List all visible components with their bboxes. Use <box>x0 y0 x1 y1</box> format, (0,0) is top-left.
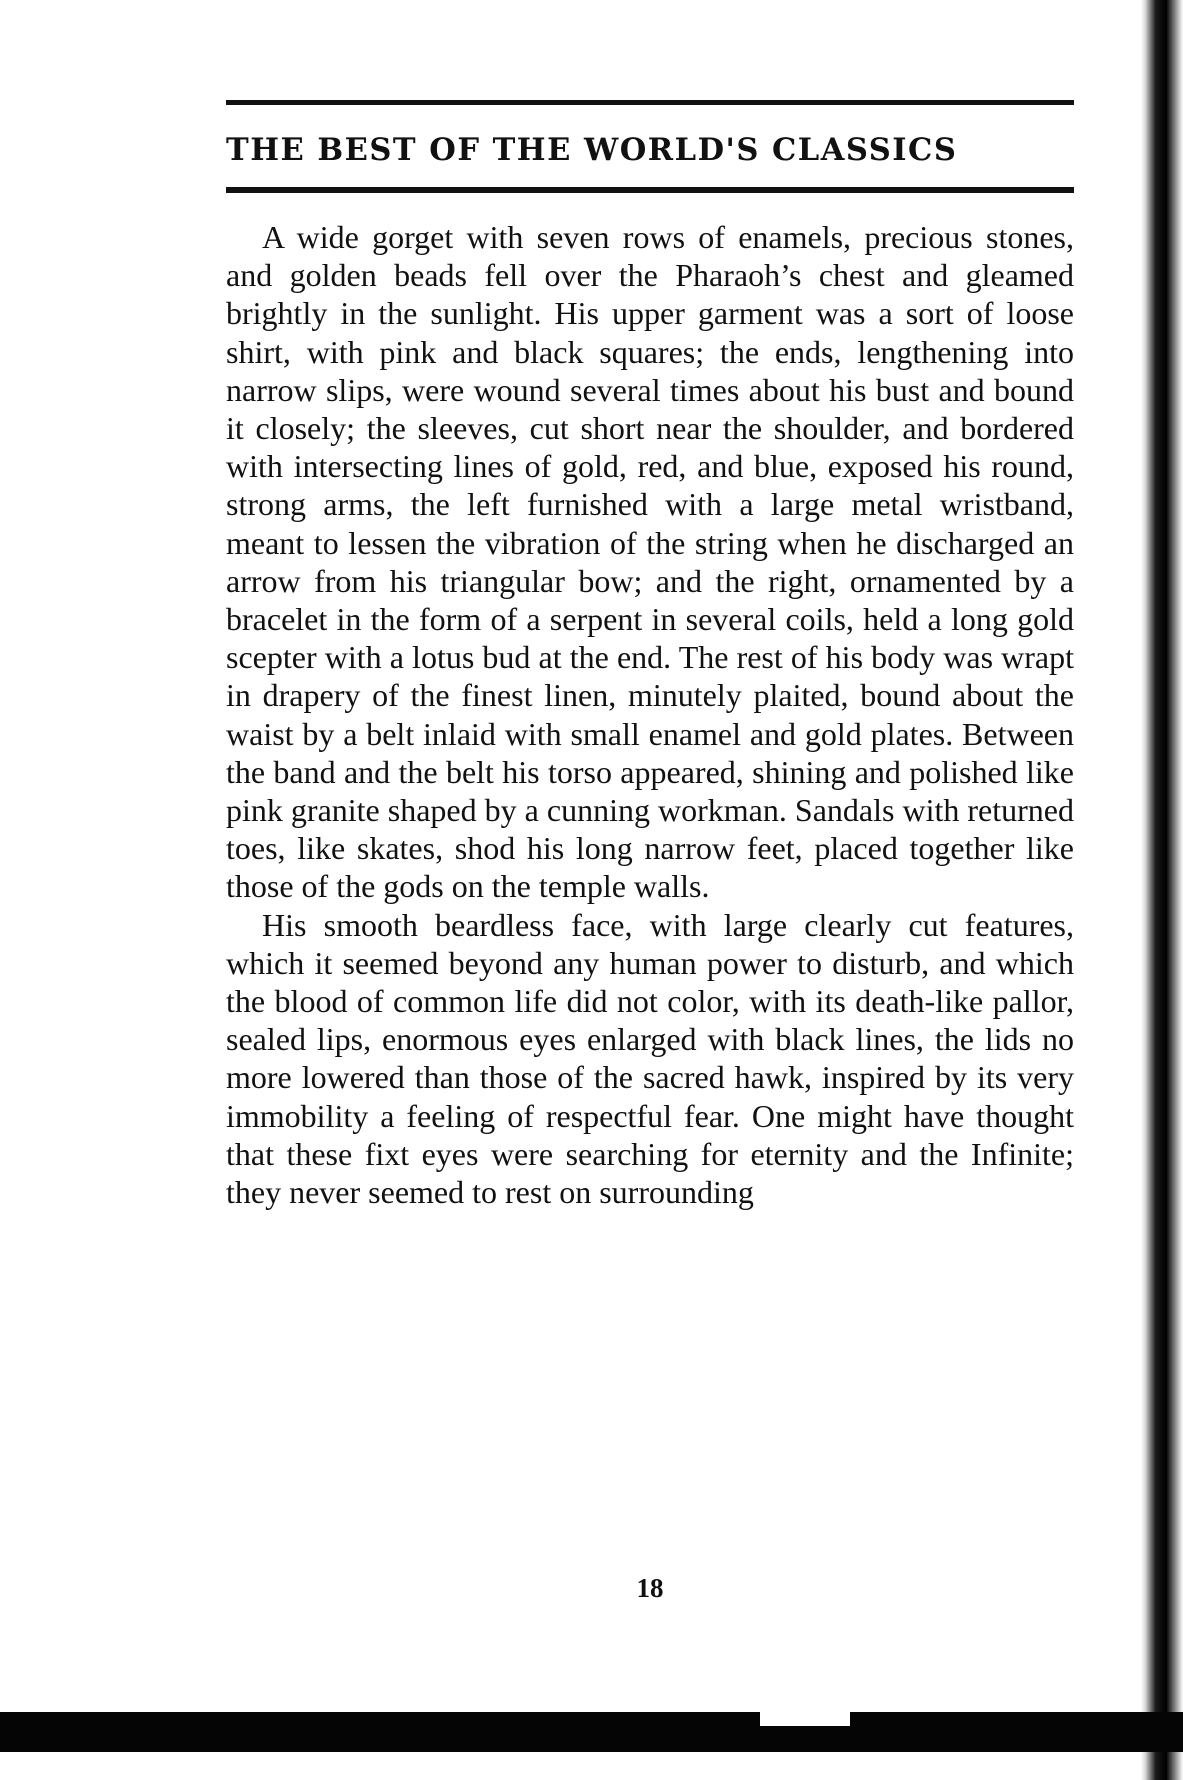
scan-bottom-edge <box>0 1712 1183 1752</box>
paragraph: His smooth beardless face, with large clearly cut features, which it seemed beyond any human power to disturb, and which the blood of common life did not color, with its death-like pallor, sealed lips, enormous eyes enlarged with black lines, the lids no more lowered than those of the sacred hawk, inspired by its very immobility a feeling of respectful fear. One might have thought that these fixt eyes were searching for eternity and the Infinite; they never seemed to rest on surrounding <box>226 906 1074 1211</box>
page-number: 18 <box>636 1573 664 1603</box>
body-text <box>226 218 1074 1211</box>
scan-edge-gap <box>760 1706 850 1726</box>
header-rule-top <box>226 100 1074 105</box>
scan-binding-edge <box>1141 0 1183 1780</box>
header-rule-bottom <box>226 187 1074 193</box>
running-head: THE BEST OF THE WORLD'S CLASSICS <box>226 132 958 168</box>
paragraph: A wide gorget with seven rows of enamels, precious stones, and golden beads fell over the Pharaoh’s chest and gleamed brightly in the sunlight. His upper garment was a sort of loose shirt, with pink and black squares; the ends, lengthening into narrow slips, were wound several times about his bust and bound it closely; the sleeves, cut short near the shoulder, and bordered with intersecting lines of gold, red, and blue, exposed his round, strong arms, the left furnished with a large metal wristband, meant to lessen the vibration of the string when he discharged an arrow from his triangular bow; and the right, ornamented by a bracelet in the form of a serpent in several coils, held a long gold scepter with a lotus bud at the end. The rest of his body was wrapt in drapery of the finest linen, minutely plaited, bound about the waist by a belt inlaid with small enamel and gold plates. Between the band and the belt his torso appeared, shining and polished like pink granite shaped by a cunning workman. Sandals with returned toes, like skates, shod his long narrow feet, placed together like those of the gods on the temple walls. <box>226 219 1074 905</box>
